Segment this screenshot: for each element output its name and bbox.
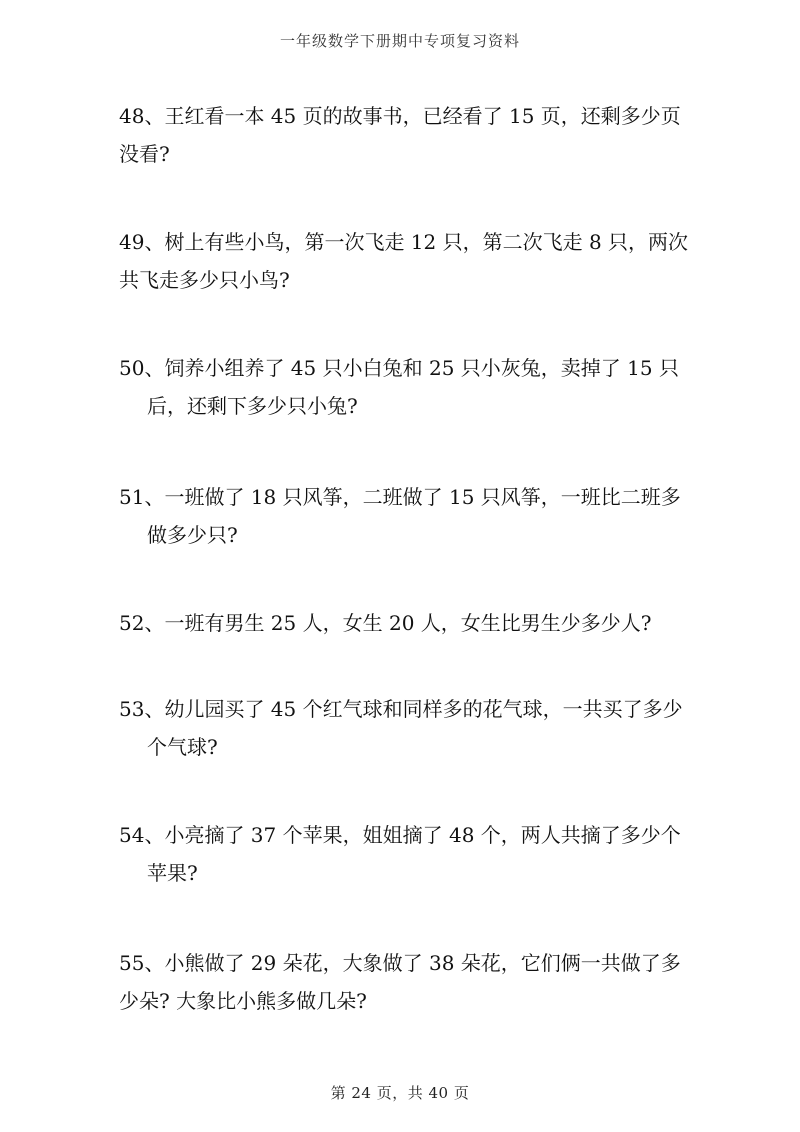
problem-50-line-1: 50、饲养小组养了 45 只小白兔和 25 只小灰兔，卖掉了 15 只: [119, 356, 679, 380]
problem-52: [119, 604, 719, 642]
problem-55-line-1: 55、小熊做了 29 朵花，大象做了 38 朵花，它们俩一共做了多: [119, 951, 681, 975]
problem-49-line-2: 共飞走多少只小鸟?: [119, 268, 290, 292]
problem-53-line-2: 个气球?: [147, 735, 218, 759]
page-header: 一年级数学下册期中专项复习资料: [279, 32, 520, 50]
problem-50-line-2: 后，还剩下多少只小兔?: [147, 394, 358, 418]
problem-49: [119, 223, 719, 299]
problem-55: [119, 944, 719, 1020]
problem-49-line-1: 49、树上有些小鸟，第一次飞走 12 只，第二次飞走 8 只，两次: [119, 230, 689, 254]
problem-50: [119, 349, 719, 425]
problem-54-line-1: 54、小亮摘了 37 个苹果，姐姐摘了 48 个，两人共摘了多少个: [119, 823, 681, 847]
problem-55-line-2: 少朵? 大象比小熊多做几朵?: [119, 989, 367, 1013]
problem-51-line-2: 做多少只?: [147, 523, 238, 547]
problem-51: [119, 478, 719, 554]
problem-48: [119, 97, 719, 173]
problem-51-line-1: 51、一班做了 18 只风筝，二班做了 15 只风筝，一班比二班多: [119, 485, 681, 509]
problem-48-line-2: 没看?: [119, 142, 170, 166]
problem-54-line-2: 苹果?: [147, 861, 198, 885]
problem-53: [119, 690, 719, 766]
problem-48-line-1: 48、王红看一本 45 页的故事书，已经看了 15 页，还剩多少页: [119, 104, 681, 128]
problem-54: [119, 816, 719, 892]
problem-53-line-1: 53、幼儿园买了 45 个红气球和同样多的花气球，一共买了多少: [119, 697, 683, 721]
page-footer: 第 24 页，共 40 页: [330, 1084, 470, 1102]
problem-52-line-1: 52、一班有男生 25 人，女生 20 人，女生比男生少多少人?: [119, 611, 652, 635]
